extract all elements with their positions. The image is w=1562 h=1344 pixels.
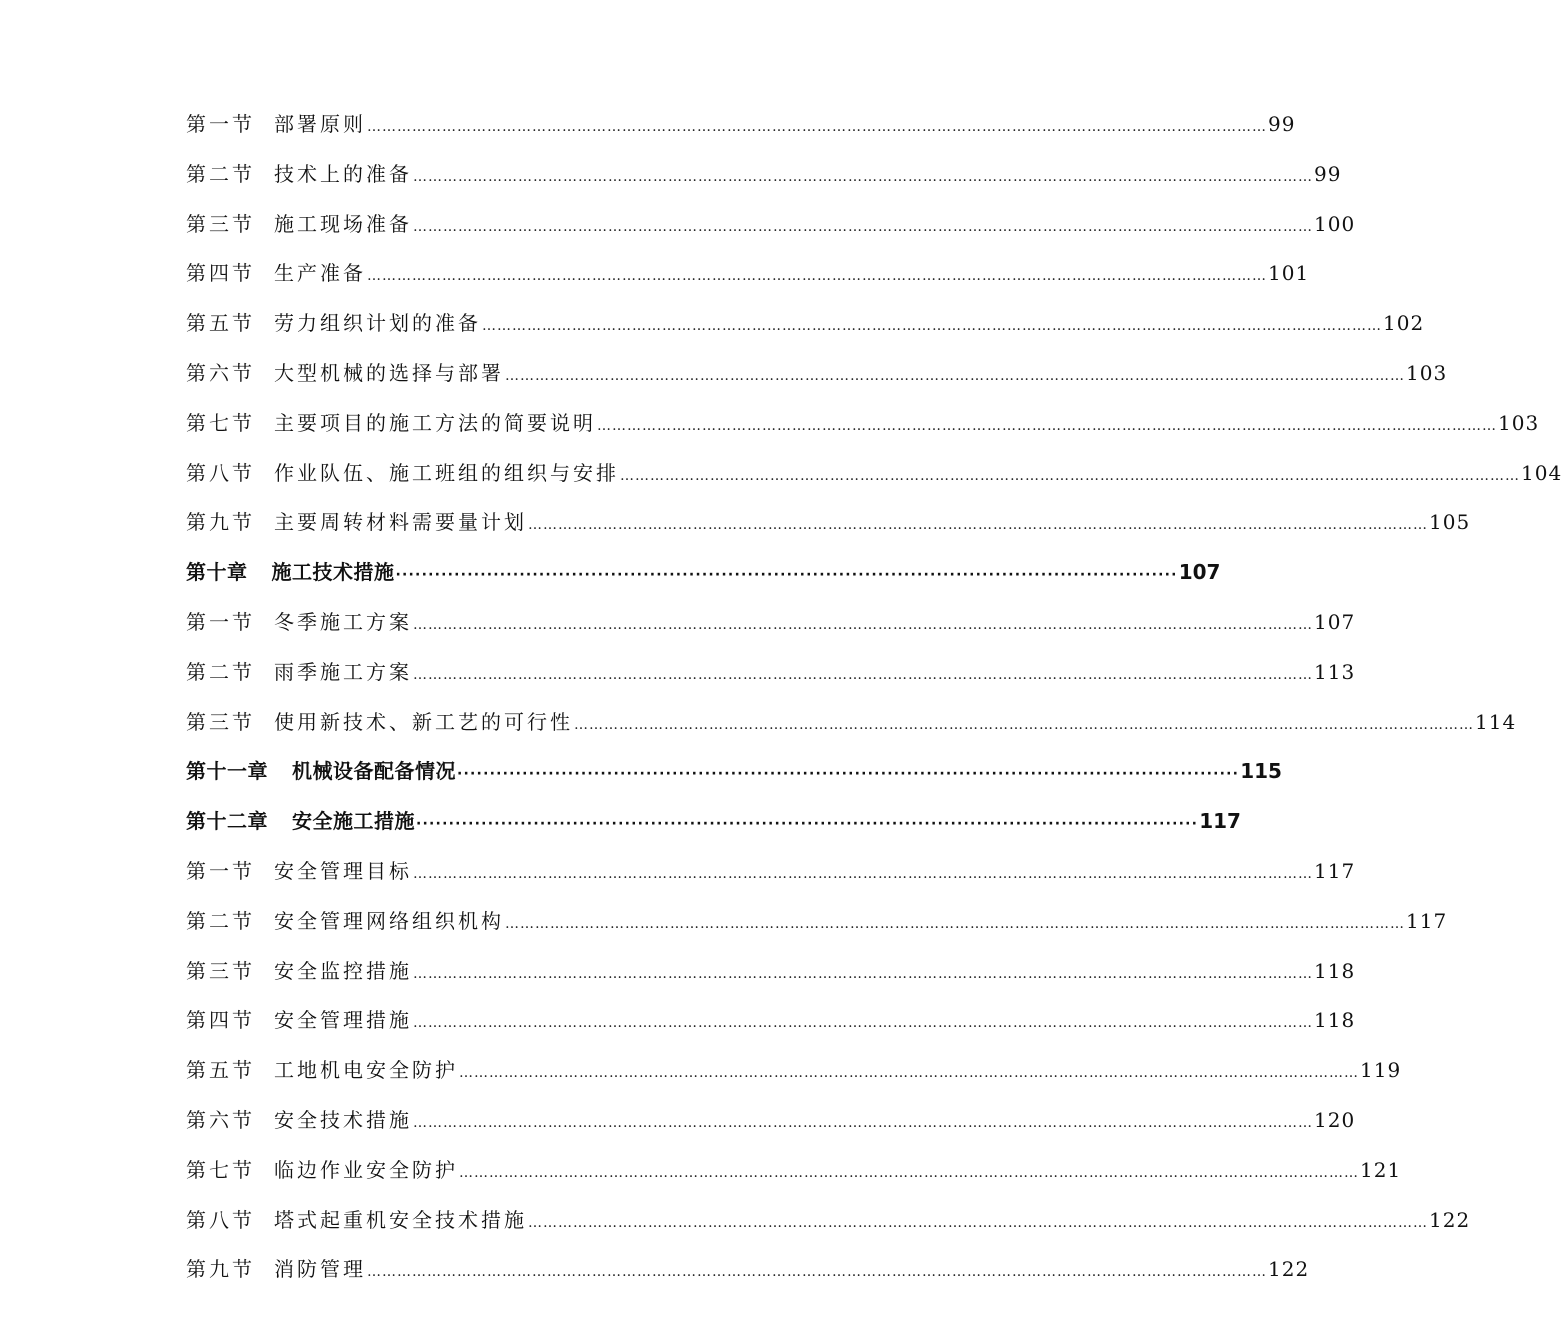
dot-leader: ……………………………………………………………………………………………………………………………………………………………… <box>413 965 1313 982</box>
toc-entry-title: 安全监控措施 <box>274 958 412 983</box>
toc-entry-title: 安全管理目标 <box>274 858 412 883</box>
toc-entry-title: 消防管理 <box>274 1257 366 1282</box>
toc-section-entry[interactable] <box>186 847 1356 897</box>
toc-chapter-entry[interactable] <box>186 797 1241 847</box>
toc-entry-number: 第五节 <box>186 1058 255 1083</box>
toc-section-entry[interactable] <box>186 349 1448 399</box>
toc-entry-page-number: 107 <box>1314 609 1356 634</box>
toc-entry-number: 第七节 <box>186 410 255 435</box>
toc-entry-number: 第二节 <box>186 908 255 933</box>
dot-leader: ……………………………………………………………………………………………………………………………………………………………… <box>505 915 1405 932</box>
toc-entry-number: 第十章 <box>186 560 248 585</box>
toc-section-entry[interactable] <box>186 1196 1471 1246</box>
toc-entry-title: 安全管理措施 <box>274 1008 412 1033</box>
toc-section-entry[interactable] <box>186 1096 1356 1146</box>
toc-entry-title: 技术上的准备 <box>274 161 412 186</box>
dot-leader: ……………………………………………………………………………………………………………………………………………………………… <box>597 417 1497 434</box>
toc-entry-title: 使用新技术、新工艺的可行性 <box>274 709 573 734</box>
toc-entry-title: 机械设备配备情况 <box>292 759 456 784</box>
toc-entry-page-number: 99 <box>1314 161 1342 186</box>
toc-entry-page-number: 118 <box>1314 1008 1356 1033</box>
dot-leader: ……………………………………………………………………………………………………………………………………………………………… <box>620 467 1520 484</box>
toc-entry-number: 第二节 <box>186 659 255 684</box>
toc-section-entry[interactable] <box>186 598 1356 648</box>
toc-entry-number: 第八节 <box>186 460 255 485</box>
toc-entry-page-number: 120 <box>1314 1107 1356 1132</box>
dot-leader: ……………………………………………………………………………………………………………………………………………………………… <box>413 168 1313 185</box>
toc-entry-title: 作业队伍、施工班组的组织与安排 <box>274 460 619 485</box>
toc-section-entry[interactable] <box>186 648 1356 698</box>
dot-leader: ……………………………………………………………………………………………………………………………………………………………… <box>367 119 1267 135</box>
toc-section-entry[interactable] <box>186 399 1540 449</box>
toc-entry-page-number: 117 <box>1314 858 1356 883</box>
toc-entry-title: 安全管理网络组织机构 <box>274 908 504 933</box>
toc-entry-number: 第二节 <box>186 161 255 186</box>
dot-leader: ························································································································ <box>395 567 1178 584</box>
dot-leader: ……………………………………………………………………………………………………………………………………………………………… <box>367 1264 1267 1281</box>
toc-entry-page-number: 122 <box>1429 1207 1471 1232</box>
toc-entry-page-number: 118 <box>1314 958 1356 983</box>
toc-entry-title: 塔式起重机安全技术措施 <box>274 1207 527 1232</box>
toc-entry-number: 第四节 <box>186 1008 255 1033</box>
dot-leader: ……………………………………………………………………………………………………………………………………………………………… <box>459 1164 1359 1181</box>
toc-entry-number: 第一节 <box>186 609 255 634</box>
dot-leader: ……………………………………………………………………………………………………………………………………………………………… <box>528 517 1428 534</box>
toc-section-entry[interactable] <box>186 299 1425 349</box>
dot-leader: ……………………………………………………………………………………………………………………………………………………………… <box>413 616 1313 633</box>
toc-entry-page-number: 121 <box>1360 1157 1402 1182</box>
toc-entry-page-number: 103 <box>1498 410 1540 435</box>
toc-entry-number: 第十二章 <box>186 809 268 834</box>
toc-entry-page-number: 104 <box>1521 460 1562 485</box>
toc-entry-page-number: 119 <box>1360 1058 1402 1083</box>
toc-chapter-entry[interactable] <box>186 747 1282 797</box>
toc-section-entry[interactable] <box>186 1245 1310 1295</box>
dot-leader: ……………………………………………………………………………………………………………………………………………………………… <box>367 268 1267 285</box>
toc-section-entry[interactable] <box>186 698 1517 748</box>
toc-section-entry[interactable] <box>186 100 1296 150</box>
toc-entry-title: 施工现场准备 <box>274 211 412 236</box>
toc-entry-title: 劳力组织计划的准备 <box>274 311 481 336</box>
table-of-contents <box>186 100 1562 1295</box>
toc-entry-number: 第五节 <box>186 311 255 336</box>
toc-entry-number: 第三节 <box>186 709 255 734</box>
toc-entry-title: 冬季施工方案 <box>274 609 412 634</box>
toc-entry-title: 雨季施工方案 <box>274 659 412 684</box>
toc-entry-number: 第七节 <box>186 1157 255 1182</box>
dot-leader: ……………………………………………………………………………………………………………………………………………………………… <box>574 716 1474 733</box>
toc-entry-page-number: 117 <box>1406 908 1448 933</box>
toc-section-entry[interactable] <box>186 1046 1402 1096</box>
dot-leader: ……………………………………………………………………………………………………………………………………………………………… <box>413 218 1313 235</box>
toc-entry-page-number: 117 <box>1199 809 1241 834</box>
dot-leader: ························································································································ <box>416 816 1199 833</box>
toc-entry-page-number: 105 <box>1429 510 1471 535</box>
toc-entry-title: 主要项目的施工方法的简要说明 <box>274 410 596 435</box>
dot-leader: ……………………………………………………………………………………………………………………………………………………………… <box>413 1114 1313 1131</box>
toc-section-entry[interactable] <box>186 897 1448 947</box>
dot-leader: ……………………………………………………………………………………………………………………………………………………………… <box>413 1015 1313 1032</box>
toc-entry-page-number: 115 <box>1240 759 1282 784</box>
toc-entry-page-number: 107 <box>1178 560 1221 585</box>
toc-entry-number: 第六节 <box>186 360 255 385</box>
toc-entry-number: 第八节 <box>186 1207 255 1232</box>
toc-section-entry[interactable] <box>186 498 1471 548</box>
toc-entry-page-number: 113 <box>1314 659 1356 684</box>
toc-entry-title: 临边作业安全防护 <box>274 1157 458 1182</box>
toc-entry-number: 第四节 <box>186 261 255 286</box>
toc-section-entry[interactable] <box>186 947 1356 997</box>
dot-leader: ························································································································ <box>457 766 1240 783</box>
toc-entry-page-number: 114 <box>1475 709 1517 734</box>
toc-entry-page-number: 103 <box>1406 360 1448 385</box>
toc-section-entry[interactable] <box>186 200 1356 250</box>
toc-entry-title: 生产准备 <box>274 261 366 286</box>
toc-section-entry[interactable] <box>186 1146 1402 1196</box>
toc-entry-page-number: 101 <box>1268 261 1310 286</box>
dot-leader: ……………………………………………………………………………………………………………………………………………………………… <box>528 1214 1428 1231</box>
toc-entry-title: 安全施工措施 <box>292 809 415 834</box>
toc-entry-page-number: 122 <box>1268 1257 1310 1282</box>
toc-entry-number: 第三节 <box>186 211 255 236</box>
dot-leader: ……………………………………………………………………………………………………………………………………………………………… <box>459 1065 1359 1082</box>
dot-leader: ……………………………………………………………………………………………………………………………………………………………… <box>482 318 1382 335</box>
toc-section-entry[interactable] <box>186 150 1342 200</box>
toc-entry-title: 工地机电安全防护 <box>274 1058 458 1083</box>
toc-section-entry[interactable] <box>186 996 1356 1046</box>
toc-entry-title: 安全技术措施 <box>274 1107 412 1132</box>
toc-entry-number: 第一节 <box>186 858 255 883</box>
toc-entry-number: 第九节 <box>186 1257 255 1282</box>
toc-entry-number: 第三节 <box>186 958 255 983</box>
toc-entry-title: 大型机械的选择与部署 <box>274 360 504 385</box>
toc-entry-number: 第一节 <box>186 112 255 136</box>
dot-leader: ……………………………………………………………………………………………………………………………………………………………… <box>413 865 1313 882</box>
toc-section-entry[interactable] <box>186 249 1310 299</box>
dot-leader: ……………………………………………………………………………………………………………………………………………………………… <box>413 666 1313 683</box>
toc-entry-number: 第六节 <box>186 1107 255 1132</box>
toc-section-entry[interactable] <box>186 449 1562 499</box>
toc-entry-number: 第十一章 <box>186 759 268 784</box>
toc-entry-number: 第九节 <box>186 510 255 535</box>
toc-chapter-entry[interactable] <box>186 548 1221 598</box>
dot-leader: ……………………………………………………………………………………………………………………………………………………………… <box>505 367 1405 384</box>
toc-entry-title: 施工技术措施 <box>271 560 395 585</box>
toc-entry-page-number: 102 <box>1383 311 1425 336</box>
toc-entry-title: 主要周转材料需要量计划 <box>274 510 527 535</box>
toc-entry-page-number: 100 <box>1314 211 1356 236</box>
toc-entry-title: 部署原则 <box>274 112 366 136</box>
toc-entry-page-number: 99 <box>1268 112 1296 136</box>
